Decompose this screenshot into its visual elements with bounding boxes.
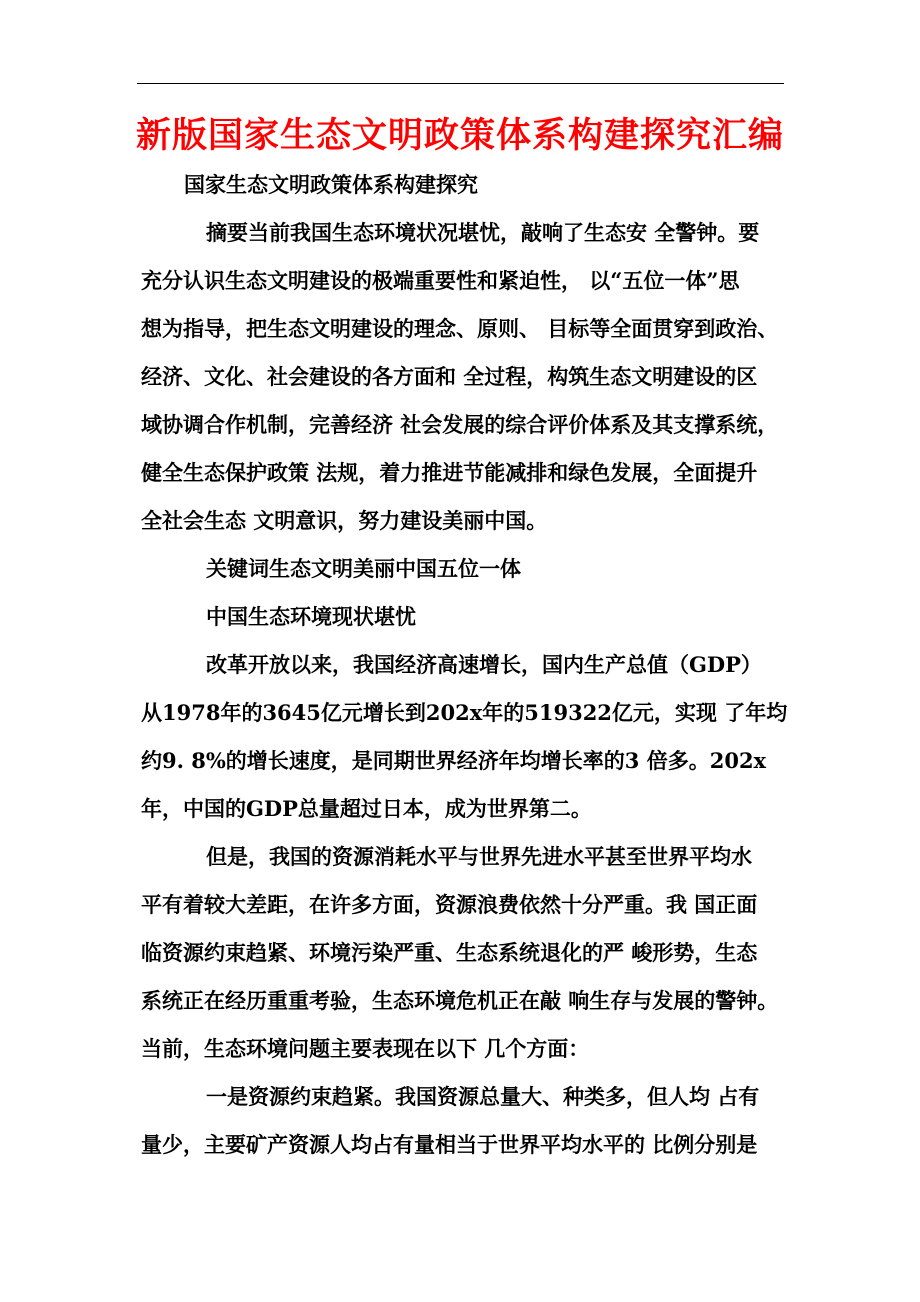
paragraph2-line-2: 平有着较大差距，在许多方面，资源浪费依然十分严重。我 国正面 — [141, 892, 758, 917]
abstract-line-5: 域协调合作机制，完善经济 社会发展的综合评价体系及其支撑系统， — [141, 412, 779, 437]
abstract-line-3: 想为指导，把生态文明建设的理念、原则、 目标等全面贯穿到政治、 — [141, 316, 779, 341]
paragraph2-line-1: 但是，我国的资源消耗水平与世界先进水平甚至世界平均水 — [206, 844, 752, 869]
paragraph2-line-5: 当前，生态环境问题主要表现在以下 几个方面： — [141, 1036, 590, 1061]
paragraph1-line-4: 年，中国的GDP总量超过日本，成为世界第二。 — [141, 796, 592, 821]
paragraph2-line-4: 系统正在经历重重考验，生态环境危机正在敲 响生存与发展的警钟。 — [141, 988, 779, 1013]
section-heading: 中国生态环境现状堪忧 — [206, 604, 416, 629]
abstract-line-2: 充分认识生态文明建设的极端重要性和紧迫性， 以“五位一体”思 — [141, 268, 740, 293]
abstract-line-1: 摘要当前我国生态环境状况堪忧，敲响了生态安 全警钟。要 — [206, 220, 760, 245]
paragraph1-line-2: 从1978年的3645亿元增长到202x年的519322亿元，实现 了年均 — [141, 700, 788, 725]
header-rule — [137, 83, 784, 84]
paragraph2-line-3: 临资源约束趋紧、环境污染严重、生态系统退化的严 峻形势，生态 — [141, 940, 758, 965]
document-title: 新版国家生态文明政策体系构建探究汇编 — [135, 115, 784, 156]
paragraph1-line-3: 约9. 8%的增长速度，是同期世界经济年均增长率的3 倍多。202x — [141, 748, 767, 773]
paragraph1-line-1: 改革开放以来，我国经济高速增长，国内生产总值（GDP） — [206, 652, 762, 677]
paragraph3-line-1: 一是资源约束趋紧。我国资源总量大、种类多，但人均 占有 — [206, 1084, 760, 1109]
subtitle-line: 国家生态文明政策体系构建探究 — [184, 172, 478, 197]
abstract-line-4: 经济、文化、社会建设的各方面和 全过程，构筑生态文明建设的区 — [141, 364, 758, 389]
paragraph3-line-2: 量少，主要矿产资源人均占有量相当于世界平均水平的 比例分别是 — [141, 1132, 758, 1157]
abstract-line-6: 健全生态保护政策 法规，着力推进节能减排和绿色发展，全面提升 — [141, 460, 758, 485]
abstract-line-7: 全社会生态 文明意识，努力建设美丽中国。 — [141, 508, 548, 533]
keywords-line: 关键词生态文明美丽中国五位一体 — [206, 556, 521, 581]
